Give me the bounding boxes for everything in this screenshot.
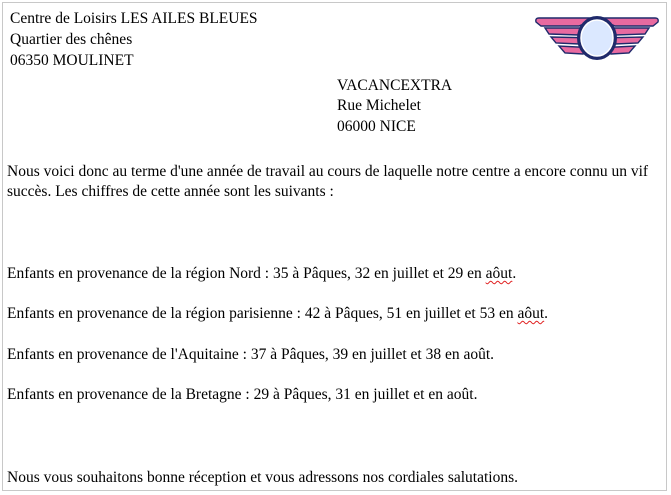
region-text: Enfants en provenance de l'Aquitaine : 37 à Pâques, 39 en juillet et 38 en <box>7 346 464 363</box>
region-line-bretagne: Enfants en provenance de la Bretagne : 29 à Pâques, 31 en juillet et en août. <box>7 386 478 403</box>
month-word: aôut <box>517 305 545 322</box>
sender-district: Quartier des chênes <box>10 31 133 48</box>
region-line-aquitaine: Enfants en provenance de l'Aquitaine : 37 à Pâques, 39 en juillet et 38 en août. <box>7 346 495 363</box>
sender-city: 06350 MOULINET <box>10 52 134 69</box>
sender-name: Centre de Loisirs LES AILES BLEUES <box>10 10 258 27</box>
region-line-nord: Enfants en provenance de la région Nord : 35 à Pâques, 32 en juillet et 29 en aôut. <box>7 265 517 282</box>
region-line-parisienne: Enfants en provenance de la région parisienne : 42 à Pâques, 51 en juillet et 53 en aôut. <box>7 305 549 322</box>
month-word: août <box>463 346 491 363</box>
region-text: Enfants en provenance de la Bretagne : 29 à Pâques, 31 en juillet et en <box>7 386 447 403</box>
month-word: août <box>446 386 474 403</box>
recipient-city: 06000 NICE <box>337 118 416 135</box>
wings-logo-icon <box>533 8 661 72</box>
recipient-name: VACANCEXTRA <box>337 77 453 94</box>
closing-line: Nous vous souhaitons bonne réception et vous adressons nos cordiales salutations. <box>7 469 518 486</box>
recipient-street: Rue Michelet <box>337 97 421 114</box>
region-text: Enfants en provenance de la région parisienne : 42 à Pâques, 51 en juillet et 53 en <box>7 305 518 322</box>
intro-paragraph: Nous voici donc au terme d'une année de travail au cours de laquelle notre centre a encore connu un vif succès. Les chiffres de cette année sont les suivants : <box>7 163 649 200</box>
region-text: Enfants en provenance de la région Nord : 35 à Pâques, 32 en juillet et 29 en <box>7 265 486 282</box>
month-word: aôut <box>485 265 513 282</box>
document-frame <box>2 2 667 491</box>
